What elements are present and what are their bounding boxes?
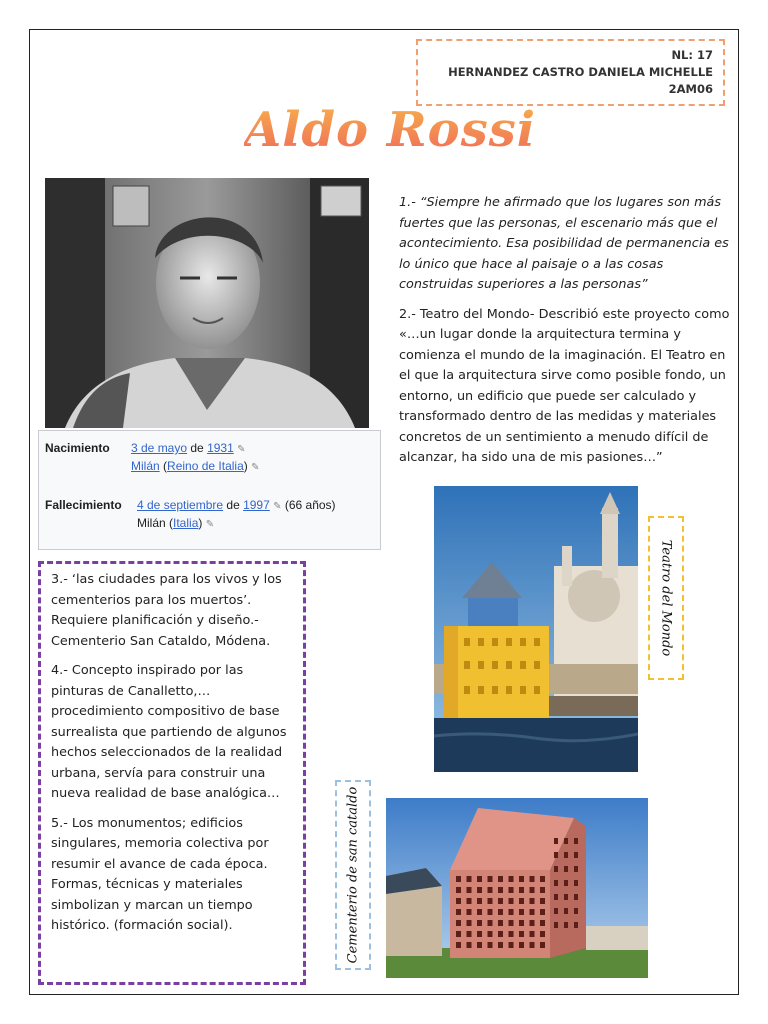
aldo-rossi-portrait — [45, 178, 369, 428]
note-4: 4.- Concepto inspirado por las pinturas de Canalletto,…procedimiento compositivo de base surrealista que partiendo de algunos hechos seleccionados de la realidad urbana, servía para construir una nueva realidad de base analógica… — [51, 663, 287, 801]
notes-box — [38, 561, 306, 985]
biography-infobox — [38, 430, 381, 550]
student-name: HERNANDEZ CASTRO DANIELA MICHELLE — [448, 65, 713, 79]
student-id-box — [416, 39, 725, 106]
death-day-link[interactable]: 4 de septiembre — [137, 498, 224, 512]
birth-year-link[interactable]: 1931 — [207, 441, 234, 455]
death-label: Fallecimiento — [45, 498, 122, 512]
note-5: 5.- Los monumentos; edificios singulares, memoria colectiva por resumir el avance de cada época. Formas, técnicas y materiales simbolizan y marcan un tiempo histórico. (formación social). — [51, 815, 269, 933]
birth-label: Nacimiento — [45, 441, 110, 455]
edit-pencil-icon[interactable]: ✎ — [237, 444, 246, 455]
nl-number: NL: 17 — [671, 48, 713, 62]
birth-value: 3 de mayo de 1931 ✎ Milán (Reino de Italia) ✎ — [131, 441, 260, 473]
edit-pencil-icon[interactable]: ✎ — [251, 462, 260, 473]
edit-pencil-icon[interactable]: ✎ — [205, 519, 215, 530]
edit-pencil-icon[interactable]: ✎ — [273, 501, 282, 512]
page-title: Aldo Rossi — [244, 102, 536, 158]
cementerio-san-cataldo-photo — [386, 798, 648, 978]
death-value: 4 de septiembre de 1997 ✎ (66 años) Milán (Italia) ✎ — [137, 498, 336, 530]
group-code: 2AM06 — [668, 82, 713, 96]
birth-country-link[interactable]: Reino de Italia — [167, 459, 244, 473]
note-3: 3.- ‘las ciudades para los vivos y los cementerios para los muertos’. Requiere planificación y diseño.- Cementerio San Cataldo, Módena. — [51, 572, 282, 649]
birth-city-link[interactable]: Milán — [131, 459, 160, 473]
quote-2: 2.- Teatro del Mondo- Describió este proyecto como «…un lugar donde la arquitectura termina y comienza el mundo de la imaginación. El Teatro en el que la arquitectura sirve como posible fondo, un entorno, un edificio que puede ser calculado y transformado dentro de las medidas y materiales concretos de un sentimiento a menudo difícil de alcanzar, ha sido una de mis pasiones…” — [399, 306, 730, 465]
teatro-caption: Teatro del Mondo — [658, 539, 674, 657]
birth-day-link[interactable]: 3 de mayo — [131, 441, 188, 455]
quote-1: 1.- “Siempre he afirmado que los lugares son más fuertes que las personas, el escenario más que el acontecimiento. Esa posibilidad de permanencia es lo único que hace al paisaje o a las cosas construidas superiores a las personas” — [399, 195, 729, 292]
cementerio-caption: Cementerio de san cataldo — [345, 786, 361, 964]
death-country-link[interactable]: Italia — [173, 516, 199, 530]
teatro-caption-box — [648, 516, 684, 680]
death-year-link[interactable]: 1997 — [243, 498, 270, 512]
quotes-column — [399, 193, 739, 478]
teatro-del-mondo-photo — [434, 486, 638, 772]
cementerio-caption-box — [335, 780, 371, 970]
